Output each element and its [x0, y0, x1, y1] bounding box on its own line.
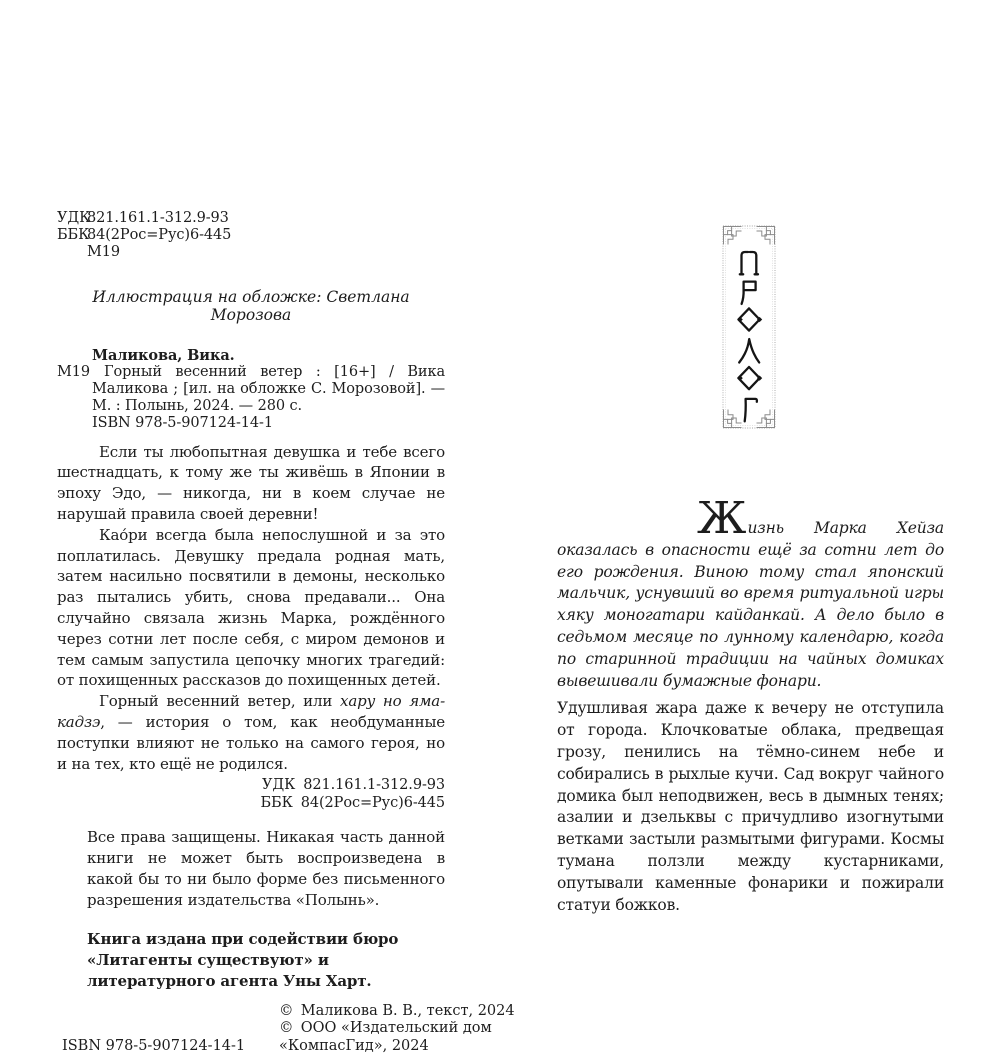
udk-bottom-label: УДК — [262, 777, 296, 794]
prologue-letter — [738, 308, 763, 330]
bbk-bottom-value: 84(2Рос=Рус)6-445 — [300, 794, 445, 811]
catalog-card — [57, 347, 445, 433]
catalog-card-author: Маликова, Вика. — [92, 346, 235, 364]
annotation-paragraph-1: Если ты любопытная девушка и тебе всего шестнадцать, к тому же ты живёшь в Японии в эпоху Эдо, — никогда, ни в коем случае не нарушай правила своей деревни! — [57, 442, 445, 524]
isbn-bottom: ISBN 978-5-907124-14-1 — [62, 1038, 246, 1055]
author-sign-row — [57, 244, 445, 261]
udk-label: УДК — [57, 210, 91, 226]
copyright-line-author: © Маликова В. В., текст, 2024 — [279, 1002, 515, 1019]
bbk-row — [57, 227, 445, 244]
prologue-paragraph-2: Удушливая жара даже к вечеру не отступила от города. Клочковатые облака, предвещая грозу, пенились на тёмно-синем небе и собирались в рыхлые кучи. Сад вокруг чайного домика был неподвижен, весь в дымных тенях; азалии и дзельквы с причудливо изогнутыми ветками застыли размытыми фигурами. Космы тумана ползли между кустарниками, опутывали каменные фонарики и пожирали статуи божков. — [557, 699, 944, 914]
annotation-paragraph-3-title: хару но яма-кадзэ — [57, 692, 445, 731]
bbk-bottom-label: ББК — [260, 794, 293, 811]
prologue-letter — [739, 339, 759, 362]
catalog-codes-top — [57, 210, 445, 262]
prologue-text-block — [557, 493, 944, 916]
annotation-paragraph-3 — [57, 691, 445, 774]
udk-bottom-row — [57, 777, 445, 794]
cover-illustration-credit: Иллюстрация на обложке: Светлана Морозова — [92, 287, 410, 324]
prologue-letter — [745, 399, 757, 421]
rights-notice: Все права защищены. Никакая часть данной книги не может быть воспроизведена в какой бы то ни было форме без письменного разрешения издательства «Полынь». — [87, 828, 445, 909]
prologue-opening-paragraph — [557, 493, 944, 692]
bbk-bottom-row — [57, 795, 445, 812]
author-sign: М19 — [87, 244, 120, 261]
copyright-line-publisher-2: «КомпасГид», 2024 — [279, 1037, 429, 1054]
annotation-paragraph-3-end: , — история о том, как необдуманные поступки влияют не только на самого героя, но и на тех, кто ещё не родился. — [57, 712, 445, 773]
copyright-line-publisher: © ООО «Издательский дом — [279, 1020, 492, 1037]
annotation-paragraph-2: Као́ри всегда была непослушной и за это поплатилась. Девушку предала родная мать, затем насильно посвятили в демоны, несколько раз пытались убить, снова предавали... Она случайно связала жизнь Марка, рождённого через сотни лет после себя, с миром демонов и тем самым запустила цепочку многих трагедий: от похищенных рассказов до похищенных детей. — [57, 525, 445, 690]
catalog-card-sign: М19 — [57, 363, 90, 380]
udk-value: 821.161.1-312.9-93 — [87, 210, 229, 226]
prologue-frame-svg — [722, 225, 776, 429]
udk-bottom-value: 821.161.1-312.9-93 — [303, 777, 445, 794]
imprint-bottom-block — [57, 1002, 515, 1056]
prologue-letter — [740, 252, 758, 274]
left-page — [57, 210, 515, 1056]
catalog-card-description: Горный весенний ветер : [16+] / Вика Маликова ; [ил. на обложке С. Морозовой]. — М. : Полынь, 2024. — 280 с. — [92, 363, 445, 415]
catalog-codes-bottom — [57, 777, 445, 812]
prologue-letter — [742, 282, 756, 304]
prologue-letter — [738, 367, 763, 389]
prologue-opening-rest: изнь Марка Хейза оказалась в опасности ещё за сотни лет до его рождения. Виною тому стал японский мальчик, уснувший во время ритуальной игры хяку моногатари кайданкай. А дело было в седьмом месяце по лунному календарю, когда по старинной традиции на чайных домиках вывешивали бумажные фонари. — [557, 519, 944, 690]
udk-row — [57, 210, 445, 227]
right-page — [557, 218, 944, 916]
prologue-title-frame — [722, 225, 776, 429]
annotation-block — [57, 442, 445, 775]
agency-note: Книга издана при содействии бюро «Литагенты существуют» и литературного агента Уны Харт. — [87, 930, 399, 990]
drop-cap: Ж — [697, 493, 747, 544]
bbk-value: 84(2Рос=Рус)6-445 — [87, 227, 232, 244]
annotation-paragraph-3-start: Горный весенний ветер, или — [99, 692, 341, 711]
bbk-label: ББК — [57, 227, 90, 244]
catalog-card-isbn: ISBN 978-5-907124-14-1 — [92, 415, 273, 432]
copyright-block — [279, 1002, 515, 1055]
